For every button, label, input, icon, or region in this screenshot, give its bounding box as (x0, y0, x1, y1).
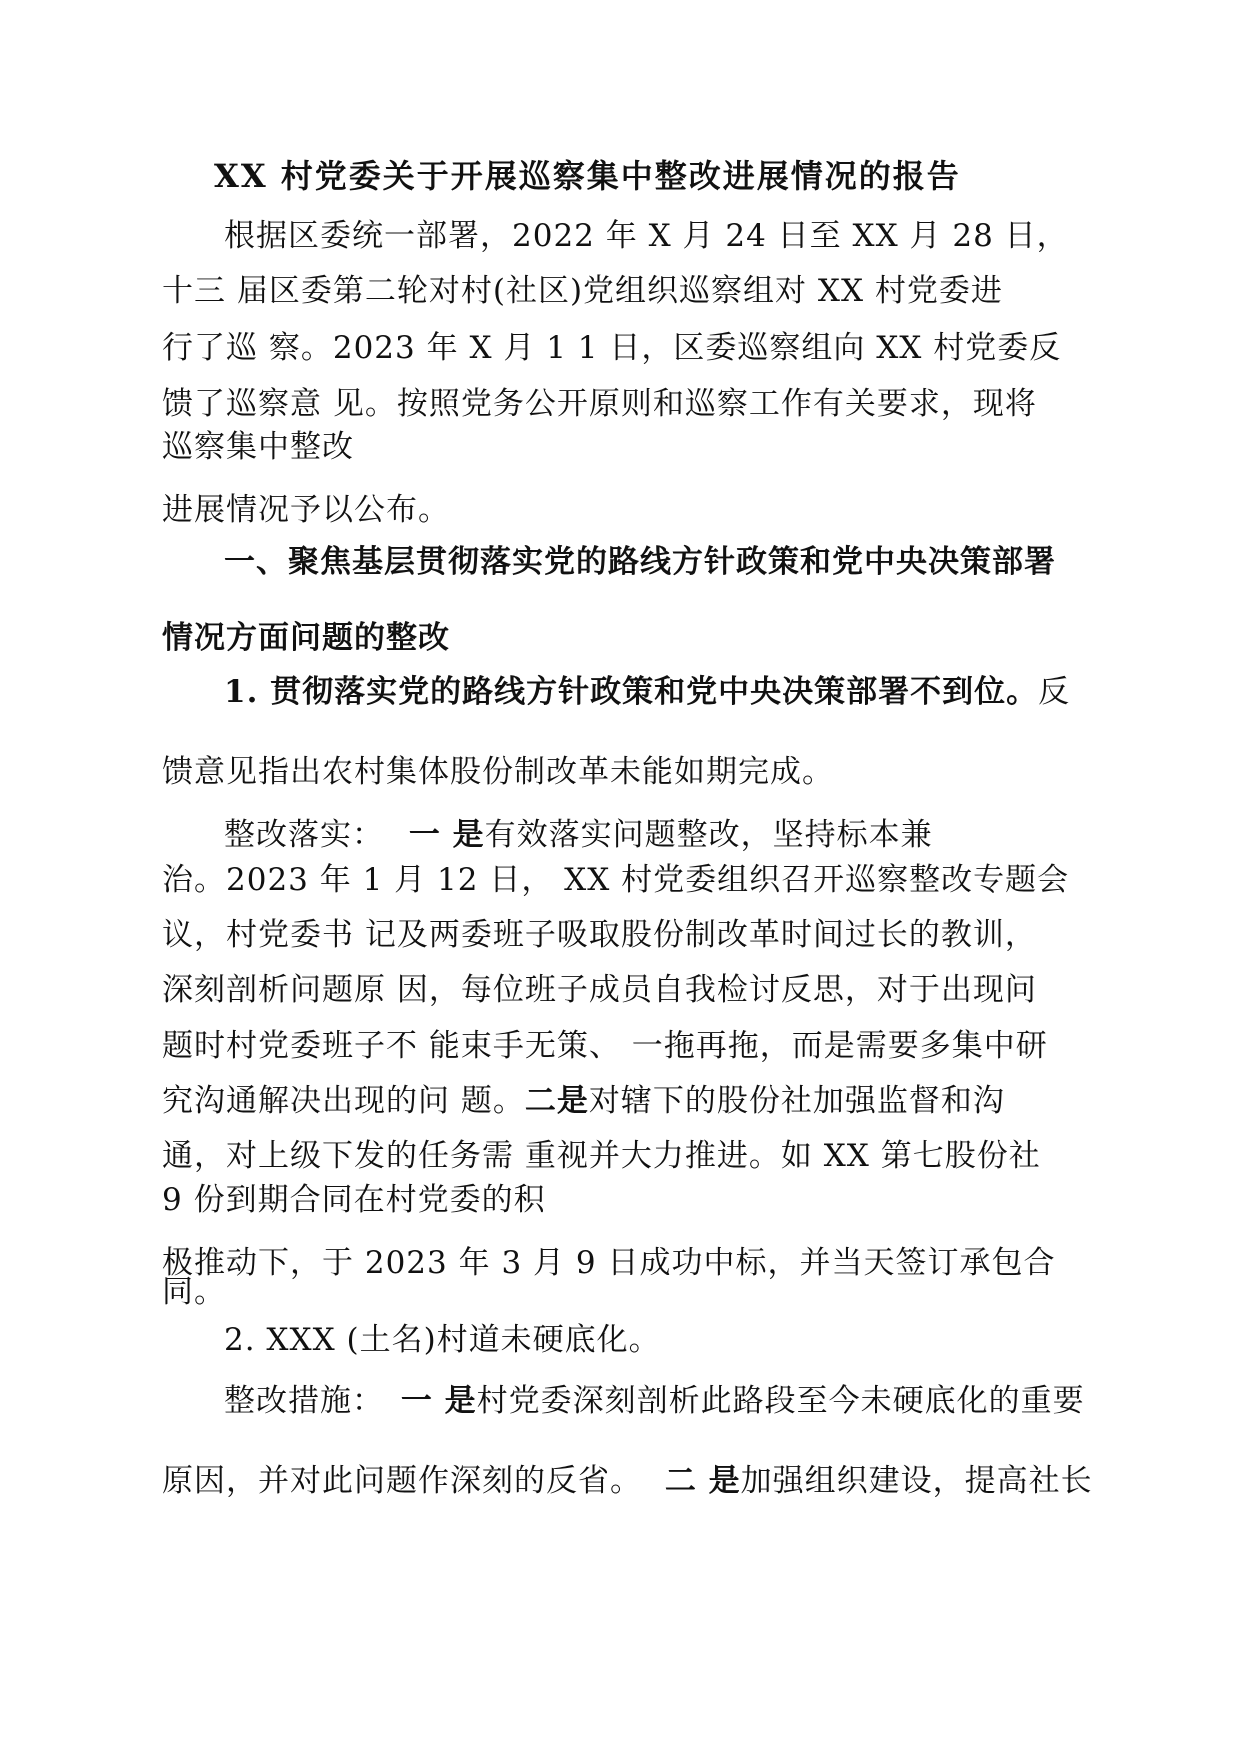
item-2-measures-line-1 (224, 1381, 1085, 1421)
section-1-heading-line-1: 一、聚焦基层贯彻落实党的路线方针政策和党中央决策部署 (224, 544, 1056, 580)
item-1-title (224, 672, 1070, 712)
measures-second-marker: 二 是 (664, 1463, 741, 1499)
item-1-rectification-line-7: 通，对上级下发的任务需 重视并大力推进。如 XX 第七股份社 (162, 1138, 1041, 1174)
rectification-first-marker: 一 是 (408, 817, 485, 853)
measures-line-2-part-b: 加强组织建设，提高社长 (740, 1463, 1093, 1499)
item-2-title: 2. XXX (土名)村道未硬底化。 (224, 1322, 661, 1358)
document-title: XX 村党委关于开展巡察集中整改进展情况的报告 (214, 157, 961, 195)
item-2-measures-line-2 (162, 1461, 1093, 1501)
intro-line-2: 十三 届区委第二轮对村(社区)党组织巡察组对 XX 村党委进 (162, 273, 1003, 309)
item-1-rectification-line-5: 题时村党委班子不 能束手无策、 一拖再拖，而是需要多集中研 (162, 1028, 1048, 1064)
item-1-rectification-line-2: 治。2023 年 1 月 12 日， XX 村党委组织召开巡察整改专题会 (162, 862, 1070, 898)
intro-line-1: 根据区委统一部署，2022 年 X 月 24 日至 XX 月 28 日， (224, 218, 1069, 254)
measures-line-1-text: 村党委深刻剖析此路段至今未硬底化的重要 (476, 1383, 1085, 1419)
line-6-part-b: 对辖下的股份社加强监督和沟 (588, 1083, 1005, 1119)
line-6-part-a: 究沟通解决出现的问 题。 (162, 1083, 525, 1119)
item-1-rectification-line-4: 深刻剖析问题原 因，每位班子成员自我检讨反思，对于出现问 (162, 972, 1037, 1008)
measures-label: 整改措施： (224, 1383, 384, 1419)
rectification-line-1-text: 有效落实问题整改，坚持标本兼 (484, 817, 933, 853)
intro-line-3: 行了巡 察。2023 年 X 月 1 1 日，区委巡察组向 XX 村党委反 (162, 330, 1062, 366)
second-marker: 二是 (524, 1083, 589, 1119)
measures-line-2-part-a: 原因，并对此问题作深刻的反省。 (162, 1463, 642, 1499)
item-1-rectification-line-6 (162, 1081, 1005, 1121)
intro-line-4: 馈了巡察意 见。按照党务公开原则和巡察工作有关要求，现将 (162, 386, 1037, 422)
intro-line-5: 巡察集中整改 (162, 429, 354, 465)
item-1-description: 馈意见指出农村集体股份制改革未能如期完成。 (162, 754, 834, 790)
item-1-rectification-line-9: 极推动下，于 2023 年 3 月 9 日成功中标，并当天签订承包合 (162, 1245, 1056, 1281)
item-1-title-bold: 1. 贯彻落实党的路线方针政策和党中央决策部署不到位。 (224, 674, 1039, 710)
rectification-label: 整改落实： (224, 817, 384, 853)
item-1-rectification-line-1 (224, 815, 933, 855)
section-1-heading-line-2: 情况方面问题的整改 (162, 620, 450, 656)
item-1-title-tail: 反 (1038, 674, 1071, 710)
measures-first-marker: 一 是 (400, 1383, 477, 1419)
item-1-rectification-line-8: 9 份到期合同在村党委的积 (162, 1182, 546, 1218)
item-1-rectification-line-3: 议，村党委书 记及两委班子吸取股份制改革时间过长的教训， (162, 917, 1037, 953)
intro-line-6: 进展情况予以公布。 (162, 492, 450, 528)
item-1-rectification-line-10: 同。 (162, 1274, 226, 1310)
